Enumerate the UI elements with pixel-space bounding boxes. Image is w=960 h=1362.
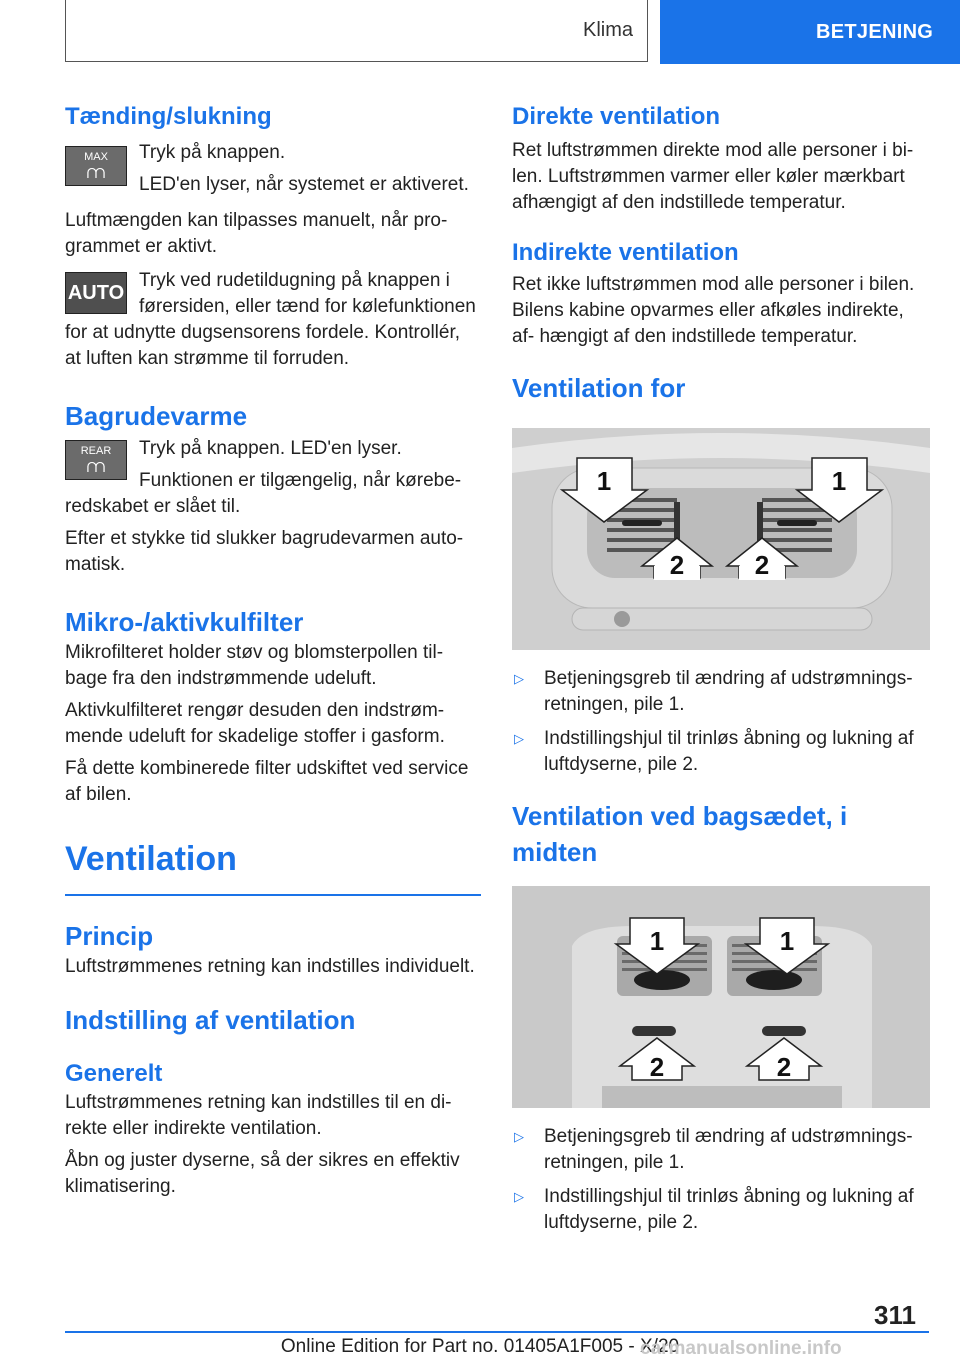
auto-button-icon: [65, 272, 127, 314]
rear-arrow-2-right: 2: [776, 1052, 792, 1082]
heading-taending-slukning: Tænding/slukning: [65, 103, 272, 130]
s3-p1: Mikrofilteret holder støv og blomsterpollen til‐ bage fra den indstrømmende udeluft.: [65, 642, 444, 689]
s7-p1: Luftstrømmenes retning kan indstilles til en di‐ rekte eller indirekte ventilation.: [65, 1092, 452, 1139]
s5-p1: Luftstrømmenes retning kan indstilles individuelt.: [65, 956, 475, 977]
s1-p5: for at udnytte dugsensorens fordele. Kontrollér, at luften kan strømme til forruden.: [65, 322, 461, 369]
rear-defrost-button-icon: [65, 440, 127, 480]
ventilation-heading-rule: [65, 894, 481, 896]
page-number: 311: [874, 1300, 916, 1330]
rear-vents-bullets: [512, 1124, 930, 1236]
s7-p2: Åbn og juster dyserne, så der sikres en effektiv klimatisering.: [65, 1150, 460, 1197]
rear-vents-photo: [512, 886, 930, 1108]
bullet-triangle-icon: ▷: [514, 671, 524, 686]
front-bullet-1: Betjeningsgreb til ændring af udstrømnings‐ retningen, pile 1.: [544, 668, 913, 715]
max-icon-text: MAX: [84, 150, 108, 163]
s3-p3: Få dette kombinerede filter udskiftet ved service af bilen.: [65, 758, 469, 805]
header-section-box: [65, 0, 648, 62]
footer-rule: [65, 1331, 929, 1333]
front-arrow-2-left: 2: [669, 550, 685, 580]
header-chapter-label: BETJENING: [816, 20, 934, 43]
left-column: [65, 100, 481, 1200]
rear-arrow-2-left: 2: [649, 1052, 665, 1082]
defrost-icon: ⩋: [86, 161, 106, 182]
s2-p2: Funktionen er tilgængelig, når kørebe‐: [139, 470, 462, 491]
s2-p4: Efter et stykke tid slukker bagrudevarmen auto‐ matisk.: [65, 528, 464, 575]
front-vents-bullets: [512, 666, 930, 778]
s1-p3: Luftmængden kan tilpasses manuelt, når pro‐ grammet er aktivt.: [65, 210, 448, 257]
r1-p1: Ret luftstrømmen direkte mod alle personer i bi‐ len. Luftstrømmen varmer eller køler mærkbart afhængigt af den indstillede temperatur.: [512, 140, 914, 213]
r2-p1: Ret ikke luftstrømmen mod alle personer i bilen. Bilens kabine opvarmes eller afkøles indirekte, af‐ hængigt af den indstillede temperatur.: [512, 274, 915, 347]
heading-indstilling-af-ventilation: Indstilling af ventilation: [65, 1005, 356, 1035]
bullet-triangle-icon: ▷: [514, 731, 524, 746]
rear-defrost-icon: ⩋: [86, 455, 106, 476]
list-item: [512, 666, 930, 718]
s2-p3: redskabet er slået til.: [65, 496, 241, 517]
heading-direkte-ventilation: Direkte ventilation: [512, 103, 721, 130]
bullet-triangle-icon: ▷: [514, 1129, 524, 1144]
s1-p2: LED'en lyser, når systemet er aktiveret.: [139, 174, 469, 195]
s3-p2: Aktivkulfilteret rengør desuden den indstrøm‐ mende udeluft for skadelige stoffer i gasform.: [65, 700, 445, 747]
max-defrost-button-icon: [65, 146, 127, 186]
front-bullet-2: Indstillingshjul til trinløs åbning og lukning af luftdyserne, pile 2.: [544, 728, 914, 775]
front-arrow-1-left: 1: [596, 466, 612, 496]
heading-mikro-aktivkulfilter: Mikro-/aktivkulfilter: [65, 607, 304, 637]
rear-arrow-1-right: 1: [779, 926, 795, 956]
watermark: carmanualsonline.info: [640, 1338, 842, 1359]
rear-bullet-1: Betjeningsgreb til ændring af udstrømnings‐ retningen, pile 1.: [544, 1126, 913, 1173]
list-item: [512, 1124, 930, 1176]
heading-generelt: Generelt: [65, 1060, 163, 1087]
heading-bagrudevarme: Bagrudevarme: [65, 401, 248, 431]
header-section-label: Klima: [582, 19, 633, 41]
front-vents-photo: [512, 428, 930, 650]
right-column: [512, 100, 930, 1236]
heading-princip: Princip: [65, 921, 154, 951]
auto-icon-text: AUTO: [67, 281, 125, 304]
s1-p1: Tryk på knappen.: [139, 142, 286, 163]
front-arrow-2-right: 2: [754, 550, 770, 580]
heading-ventilation-ved-bagsaedet: Ventilation ved bagsædet, i midten: [512, 801, 848, 867]
rear-vents-illustration: [512, 886, 930, 1108]
front-vents-illustration: [512, 428, 930, 650]
rear-arrow-1-left: 1: [649, 926, 665, 956]
rear-icon-text: REAR: [80, 444, 112, 457]
s2-p1: Tryk på knappen. LED'en lyser.: [139, 438, 402, 459]
front-arrow-1-right: 1: [831, 466, 847, 496]
heading-ventilation-for: Ventilation for: [512, 373, 686, 403]
list-item: [512, 726, 930, 778]
rear-bullet-2: Indstillingshjul til trinløs åbning og lukning af luftdyserne, pile 2.: [544, 1186, 914, 1233]
s1-p4: Tryk ved rudetildugning på knappen i førersiden, eller tænd for kølefunktionen: [139, 270, 476, 317]
footer-edition: Online Edition for Part no. 01405A1F005 - X/20: [280, 1336, 680, 1357]
heading-indirekte-ventilation: Indirekte ventilation: [512, 239, 739, 266]
bullet-triangle-icon: ▷: [514, 1189, 524, 1204]
header-chapter-tab: [660, 0, 960, 64]
list-item: [512, 1184, 930, 1236]
heading-ventilation: Ventilation: [65, 840, 237, 878]
